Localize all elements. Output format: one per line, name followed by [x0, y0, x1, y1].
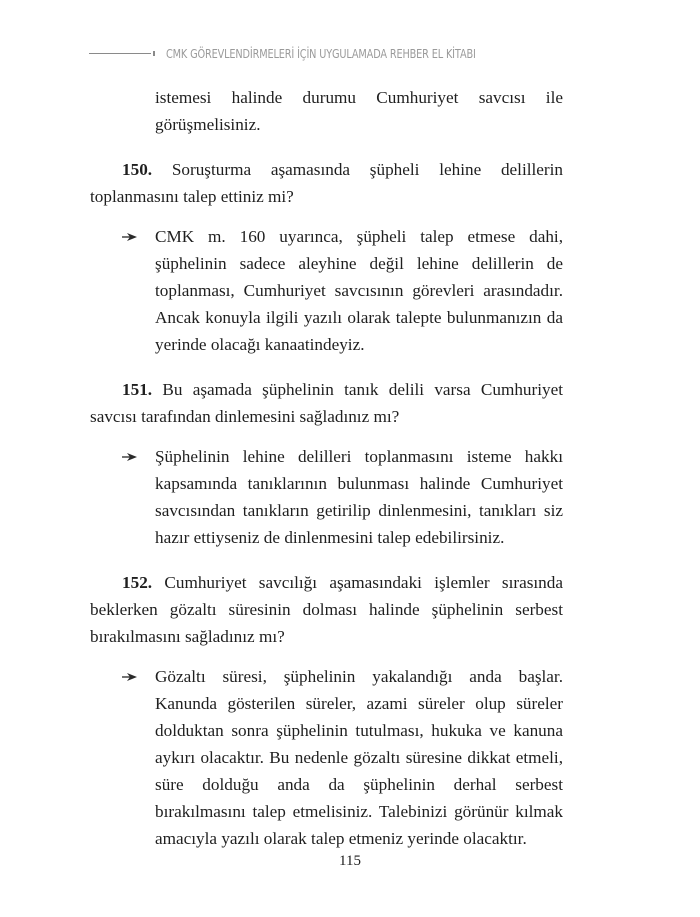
arrow-bullet-icon: [122, 223, 140, 250]
question-paragraph: [90, 569, 563, 650]
question-number: 152.: [122, 573, 153, 592]
qa-item: [90, 376, 563, 551]
header-rule: [89, 53, 151, 54]
running-header: [89, 43, 563, 63]
answer-paragraph: [90, 223, 563, 358]
arrow-bullet-icon: [122, 663, 140, 690]
page-body: [90, 84, 563, 870]
answer-paragraph: [90, 443, 563, 551]
book-title: CMK GÖREVLENDİRMELERİ İÇİN UYGULAMADA REHBER EL KİTABI: [165, 45, 476, 61]
answer-paragraph: [90, 663, 563, 852]
header-square-icon: [153, 51, 155, 56]
question-text: Soruşturma aşamasında şüpheli lehine delillerin toplanmasını talep ettiniz mi?: [90, 160, 563, 206]
question-paragraph: [90, 376, 563, 430]
question-text: Cumhuriyet savcılığı aşamasındaki işlemler sırasında beklerken gözaltı süresinin dolması halinde şüphelinin serbest bırakılmasını sağladınız mı?: [90, 573, 564, 646]
answer-text: Şüphelinin lehine delilleri toplanmasını isteme hakkı kapsamında tanıklarının bulunması halinde Cumhuriyet savcısından tanıkların getirilip dinlenmesini, tanıkları siz hazır ettiyseniz de dinlenmesini talep edebilirsiniz.: [155, 447, 563, 547]
answer-text: CMK m. 160 uyarınca, şüpheli talep etmese dahi, şüphelinin sadece aleyhine değil lehine delillerin de toplanması, Cumhuriyet savcısının görevleri arasındadır. Ancak konuyla ilgili yazılı olarak talepte bulunmanızın da yerinde olacağı kanaatindeyiz.: [155, 227, 563, 354]
qa-item: [90, 569, 563, 852]
page-number: 115: [339, 853, 361, 869]
question-number: 150.: [122, 160, 153, 179]
question-paragraph: [90, 156, 563, 210]
question-text: Bu aşamada şüphelinin tanık delili varsa Cumhuriyet savcısı tarafından dinlemesini sağladınız mı?: [90, 380, 564, 426]
continuation-paragraph: istemesi halinde durumu Cumhuriyet savcısı ile görüşmelisiniz.: [155, 88, 563, 134]
qa-item: [90, 156, 563, 358]
question-number: 151.: [122, 380, 153, 399]
answer-text: Gözaltı süresi, şüphelinin yakalandığı anda başlar. Kanunda gösterilen süreler, azami süreler olup süreler dolduktan sonra şüphelinin tutulması, hukuka ve kanuna aykırı olacaktır. Bu nedenle gözaltı süresine dikkat etmeli, süre dolduğu anda da şüphelinin derhal serbest bırakılmasını talep etmelisiniz. Talebinizi görünür kılmak amacıyla yazılı olarak talep etmeniz yerinde olacaktır.: [155, 667, 563, 848]
arrow-bullet-icon: [122, 443, 140, 470]
